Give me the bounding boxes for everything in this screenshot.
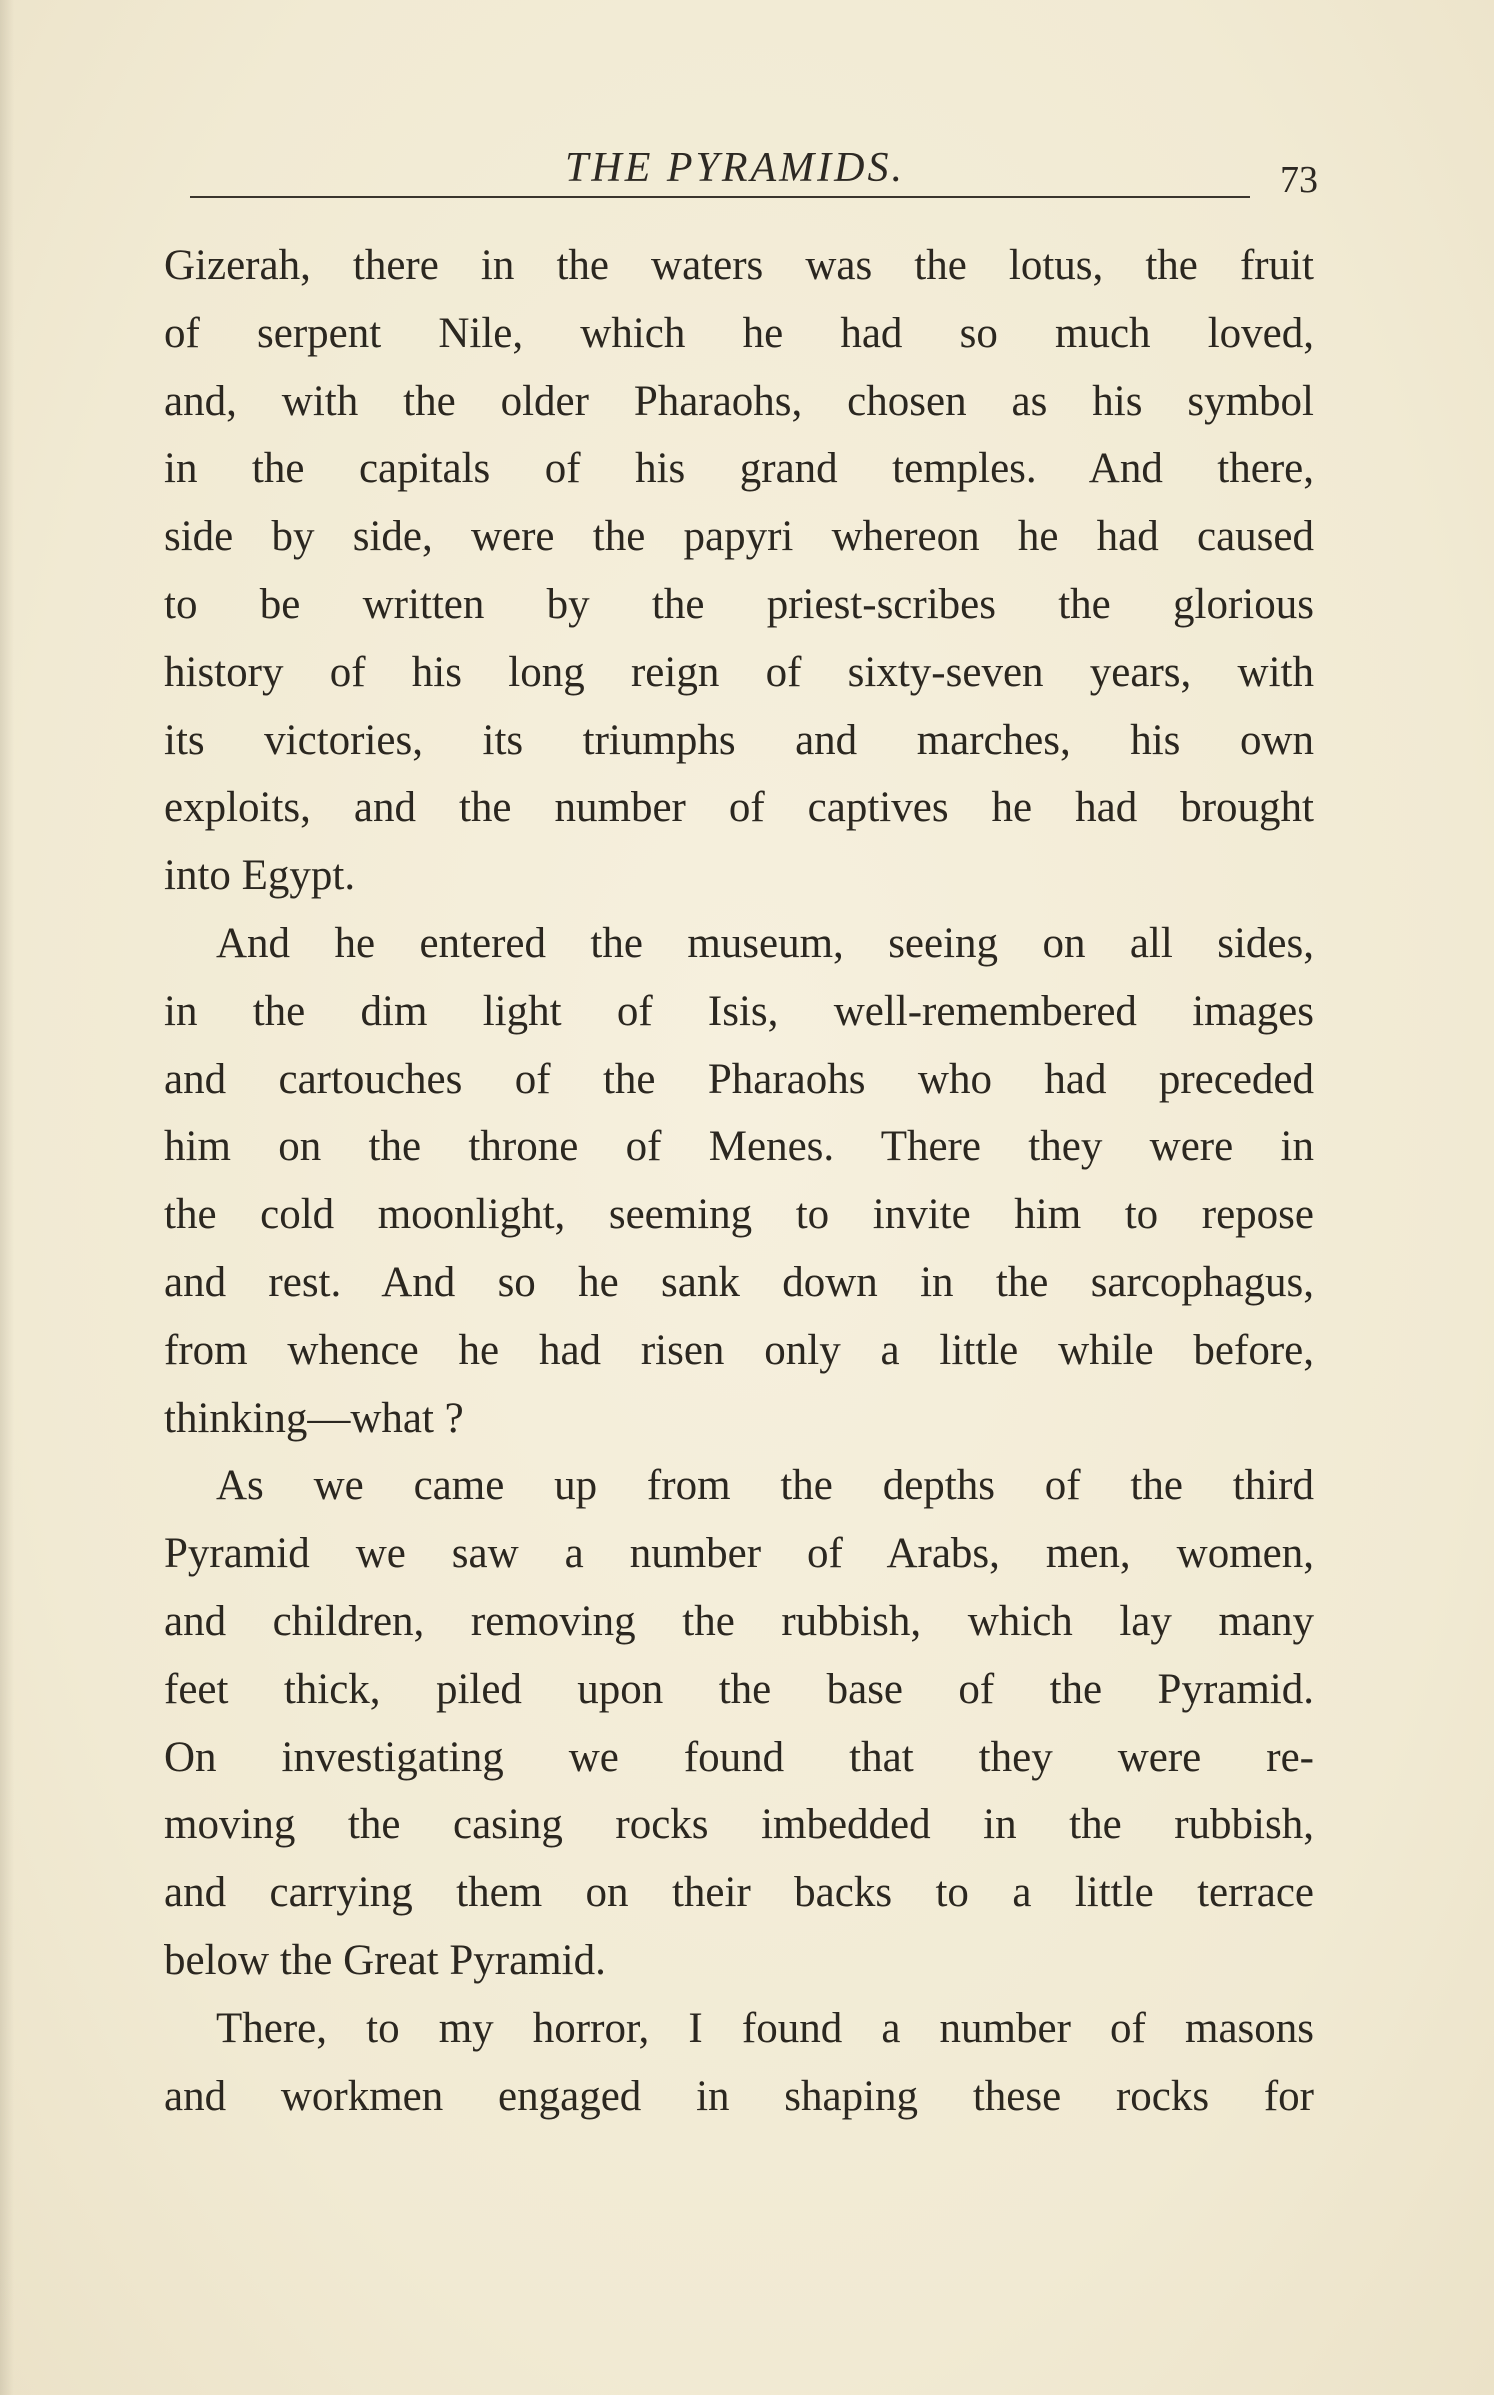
text-line: from whence he had risen only a little while before, <box>164 1326 1314 1374</box>
page-number: 73 <box>1280 159 1318 201</box>
text-line: him on the throne of Menes. There they were in <box>164 1123 1314 1171</box>
text-line: and, with the older Pharaohs, chosen as his symbol <box>164 377 1314 425</box>
text-line: As we came up from the depths of the third <box>216 1462 1314 1510</box>
text-line: And he entered the museum, seeing on all sides, <box>216 919 1314 967</box>
body-text <box>164 232 1314 2130</box>
header-rule <box>190 196 1250 198</box>
text-line: of serpent Nile, which he had so much loved, <box>164 309 1314 357</box>
text-line: and children, removing the rubbish, which lay many <box>164 1597 1314 1645</box>
text-line: the cold moonlight, seeming to invite him to repose <box>164 1191 1314 1239</box>
text-line: in the capitals of his grand temples. And there, <box>164 445 1314 493</box>
text-line: and workmen engaged in shaping these rocks for <box>164 2072 1314 2120</box>
text-line: history of his long reign of sixty-seven years, with <box>164 648 1314 696</box>
text-line: to be written by the priest-scribes the glorious <box>164 580 1314 628</box>
text-line: below the Great Pyramid. <box>164 1936 606 1984</box>
running-head <box>190 136 1340 216</box>
text-line: into Egypt. <box>164 852 356 900</box>
running-head-title: THE PYRAMIDS. <box>565 145 905 191</box>
gutter-shadow <box>0 0 14 2395</box>
text-line: moving the casing rocks imbedded in the rubbish, <box>164 1801 1314 1849</box>
text-line: side by side, were the papyri whereon he had caused <box>164 513 1314 561</box>
text-line: in the dim light of Isis, well-remembered images <box>164 987 1314 1035</box>
text-line: Gizerah, there in the waters was the lotus, the fruit <box>164 242 1314 289</box>
text-line: and rest. And so he sank down in the sarcophagus, <box>164 1258 1314 1306</box>
text-line: feet thick, piled upon the base of the Pyramid. <box>164 1665 1314 1713</box>
text-line: There, to my horror, I found a number of masons <box>216 2004 1314 2052</box>
text-line: its victories, its triumphs and marches, his own <box>164 716 1314 764</box>
text-line: thinking—what ? <box>164 1394 464 1442</box>
text-line: and cartouches of the Pharaohs who had preceded <box>164 1055 1314 1103</box>
text-line: On investigating we found that they were re- <box>164 1733 1314 1781</box>
text-line: Pyramid we saw a number of Arabs, men, women, <box>164 1530 1314 1578</box>
text-line: and carrying them on their backs to a little terrace <box>164 1869 1314 1917</box>
text-line: exploits, and the number of captives he had brought <box>164 784 1314 832</box>
